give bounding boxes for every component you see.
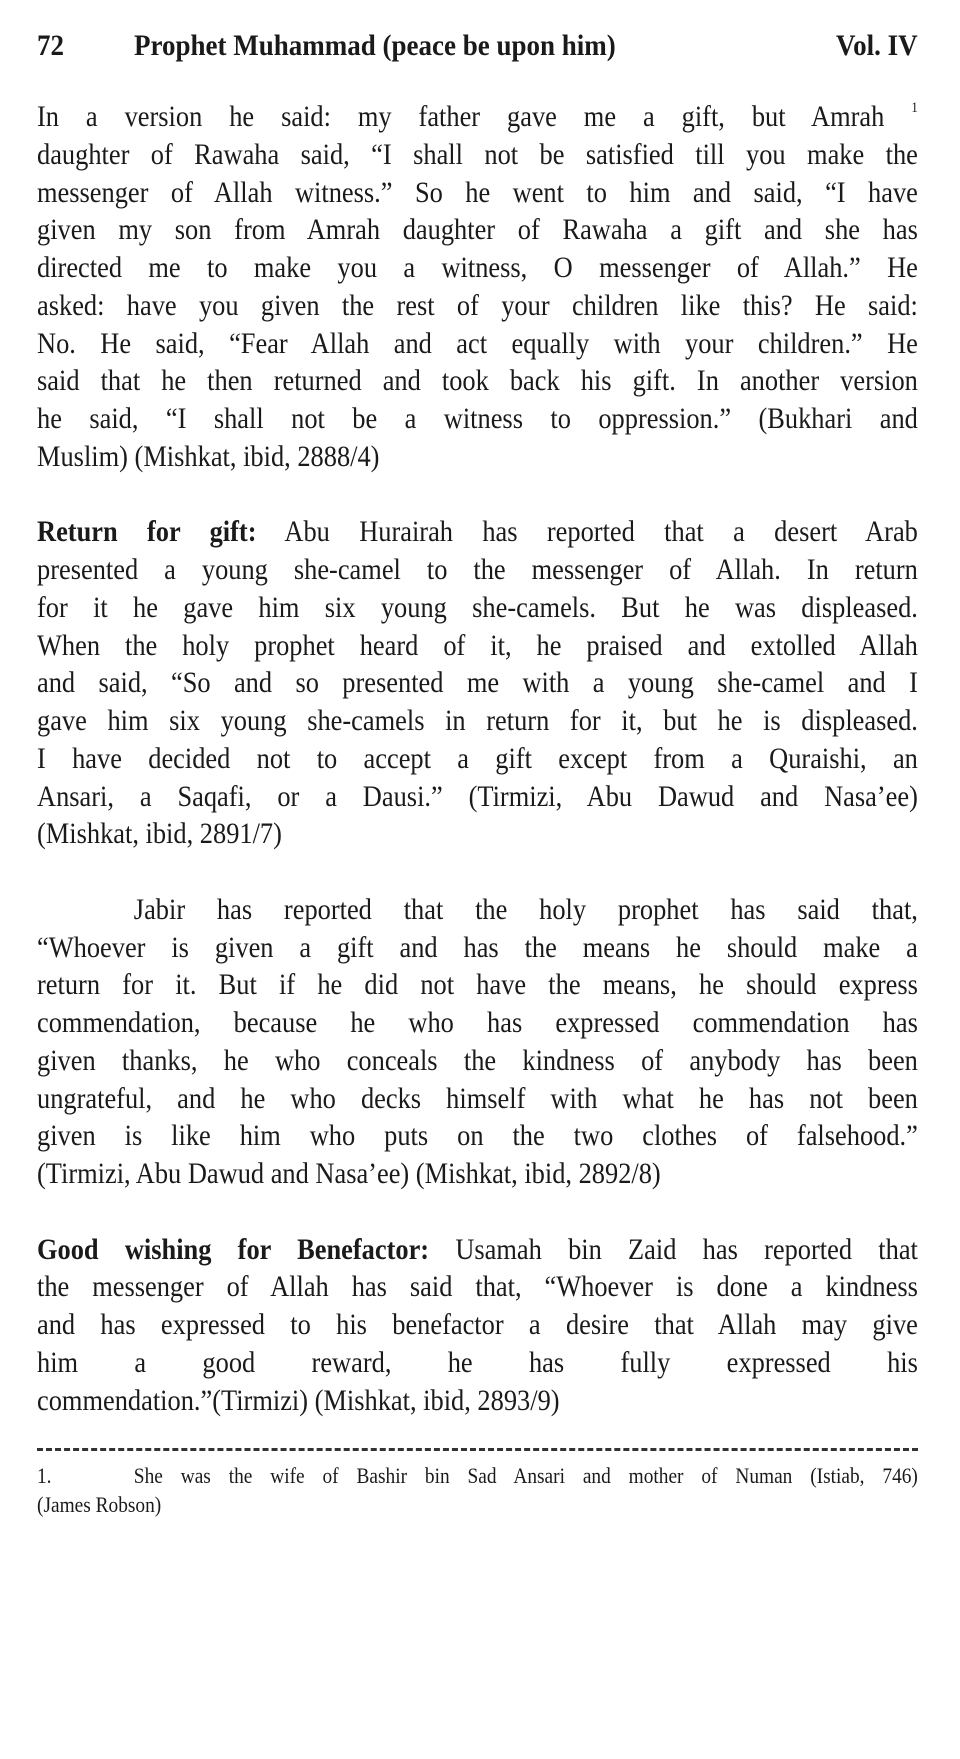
text-line xyxy=(37,929,918,967)
text-line xyxy=(37,551,918,589)
text-line xyxy=(37,1268,918,1306)
section-heading: Good wishing for Benefactor: xyxy=(37,1232,430,1266)
line-text: “Whoever is given a gift and has the means he should make a xyxy=(37,930,918,964)
line-text: No. He said, “Fear Allah and act equally with your children.” He xyxy=(37,326,918,360)
line-text: commendation.”(Tirmizi) (Mishkat, ibid, 2893/9) xyxy=(37,1383,560,1417)
line-text: directed me to make you a witness, O messenger of Allah.” He xyxy=(37,251,918,284)
line-text: messenger of Allah witness.” So he went to him and said, “I have xyxy=(37,175,918,209)
line-text: return for it. But if he did not have the means, he should express xyxy=(37,968,918,1002)
line-text: daughter of Rawaha said, “I shall not be satisfied till you make the xyxy=(37,137,918,171)
text-line xyxy=(37,740,918,778)
line-text: ungrateful, and he who decks himself with what he has not been xyxy=(37,1081,918,1115)
text-line xyxy=(37,1306,918,1344)
text-line xyxy=(37,815,918,853)
line-text: said that he then returned and took back his gift. In another version xyxy=(37,364,918,398)
paragraph xyxy=(37,1231,918,1420)
line-text: In a version he said: my father gave me a gift, but Amrah xyxy=(37,100,885,133)
text-line xyxy=(37,627,918,665)
paragraph xyxy=(37,513,918,853)
text-line xyxy=(37,400,918,438)
volume-label: Vol. IV xyxy=(836,29,918,62)
running-header xyxy=(37,27,918,65)
text-line xyxy=(37,136,918,174)
text-line xyxy=(37,778,918,816)
paragraph-gap xyxy=(37,1193,918,1231)
text-line xyxy=(37,1042,918,1080)
footnote-number: 1. xyxy=(37,1463,52,1488)
line-text: Jabir has reported that the holy prophet has said that, xyxy=(133,892,918,926)
text-line xyxy=(37,966,918,1004)
section-heading: Return for gift: xyxy=(37,515,257,549)
line-text: gave him six young she-camels in return for it, but he is displeased. xyxy=(37,704,918,737)
text-line xyxy=(37,702,918,740)
text-line xyxy=(37,438,918,476)
text-line xyxy=(37,1382,918,1420)
line-text: presented a young she-camel to the messenger of Allah. In return xyxy=(37,553,918,586)
footnote-reference[interactable]: 1 xyxy=(911,100,918,116)
paragraph-gap xyxy=(37,476,918,514)
line-text: (Mishkat, ibid, 2891/7) xyxy=(37,817,282,851)
line-text: commendation, because he who has expressed commendation has xyxy=(37,1006,918,1039)
paragraph-gap xyxy=(37,853,918,891)
paragraph xyxy=(37,891,918,1193)
line-text: given thanks, he who conceals the kindness of anybody has been xyxy=(37,1043,918,1077)
text-line xyxy=(37,589,918,627)
line-text: Muslim) (Mishkat, ibid, 2888/4) xyxy=(37,439,380,473)
text-line xyxy=(37,664,918,702)
footnote-divider xyxy=(37,1448,918,1451)
line-text: given is like him who puts on the two clothes of falsehood.” xyxy=(37,1119,918,1153)
line-text: When the holy prophet heard of it, he praised and extolled Allah xyxy=(37,628,918,662)
text-line xyxy=(37,249,918,287)
text-line xyxy=(37,1155,918,1193)
text-line xyxy=(37,174,918,212)
line-text: Ansari, a Saqafi, or a Dausi.” (Tirmizi, Abu Dawud and Nasa’ee) xyxy=(37,779,918,813)
text-line xyxy=(37,98,918,136)
text-line xyxy=(37,1344,918,1382)
text-line xyxy=(37,1004,918,1042)
text-line xyxy=(37,891,918,929)
body-text xyxy=(37,98,918,1419)
text-line xyxy=(37,1117,918,1155)
line-text: (Tirmizi, Abu Dawud and Nasa’ee) (Mishkat, ibid, 2892/8) xyxy=(37,1157,661,1190)
line-text: he said, “I shall not be a witness to oppression.” (Bukhari and xyxy=(37,402,918,435)
line-text: asked: have you given the rest of your children like this? He said: xyxy=(37,288,918,322)
line-text: and said, “So and so presented me with a young she-camel and I xyxy=(37,666,918,700)
text-line xyxy=(37,325,918,363)
line-text: him a good reward, he has fully expressed his xyxy=(37,1345,918,1379)
line-text: and has expressed to his benefactor a desire that Allah may give xyxy=(37,1308,918,1341)
text-line xyxy=(37,362,918,400)
text-line xyxy=(37,211,918,249)
page-number: 72 xyxy=(37,29,64,62)
line-text: the messenger of Allah has said that, “Whoever is done a kindness xyxy=(37,1270,918,1304)
footnote-continuation: (James Robson) xyxy=(37,1492,162,1517)
paragraph xyxy=(37,98,918,476)
line-text: given my son from Amrah daughter of Rawaha a gift and she has xyxy=(37,213,918,247)
line-text: Usamah bin Zaid has reported that xyxy=(429,1232,918,1266)
text-line xyxy=(37,287,918,325)
text-line xyxy=(37,1080,918,1118)
footnote-text: She was the wife of Bashir bin Sad Ansari and mother of Numan (Istiab, 746) xyxy=(133,1463,918,1488)
line-text: I have decided not to accept a gift except from a Quraishi, an xyxy=(37,741,918,775)
book-title: Prophet Muhammad (peace be upon him) xyxy=(134,29,616,62)
line-text: for it he gave him six young she-camels. But he was displeased. xyxy=(37,590,918,624)
text-line xyxy=(37,1231,918,1269)
footnote-line xyxy=(37,1461,918,1490)
footnote xyxy=(37,1461,918,1519)
text-line xyxy=(37,513,918,551)
line-text: Abu Hurairah has reported that a desert Arab xyxy=(256,515,918,549)
